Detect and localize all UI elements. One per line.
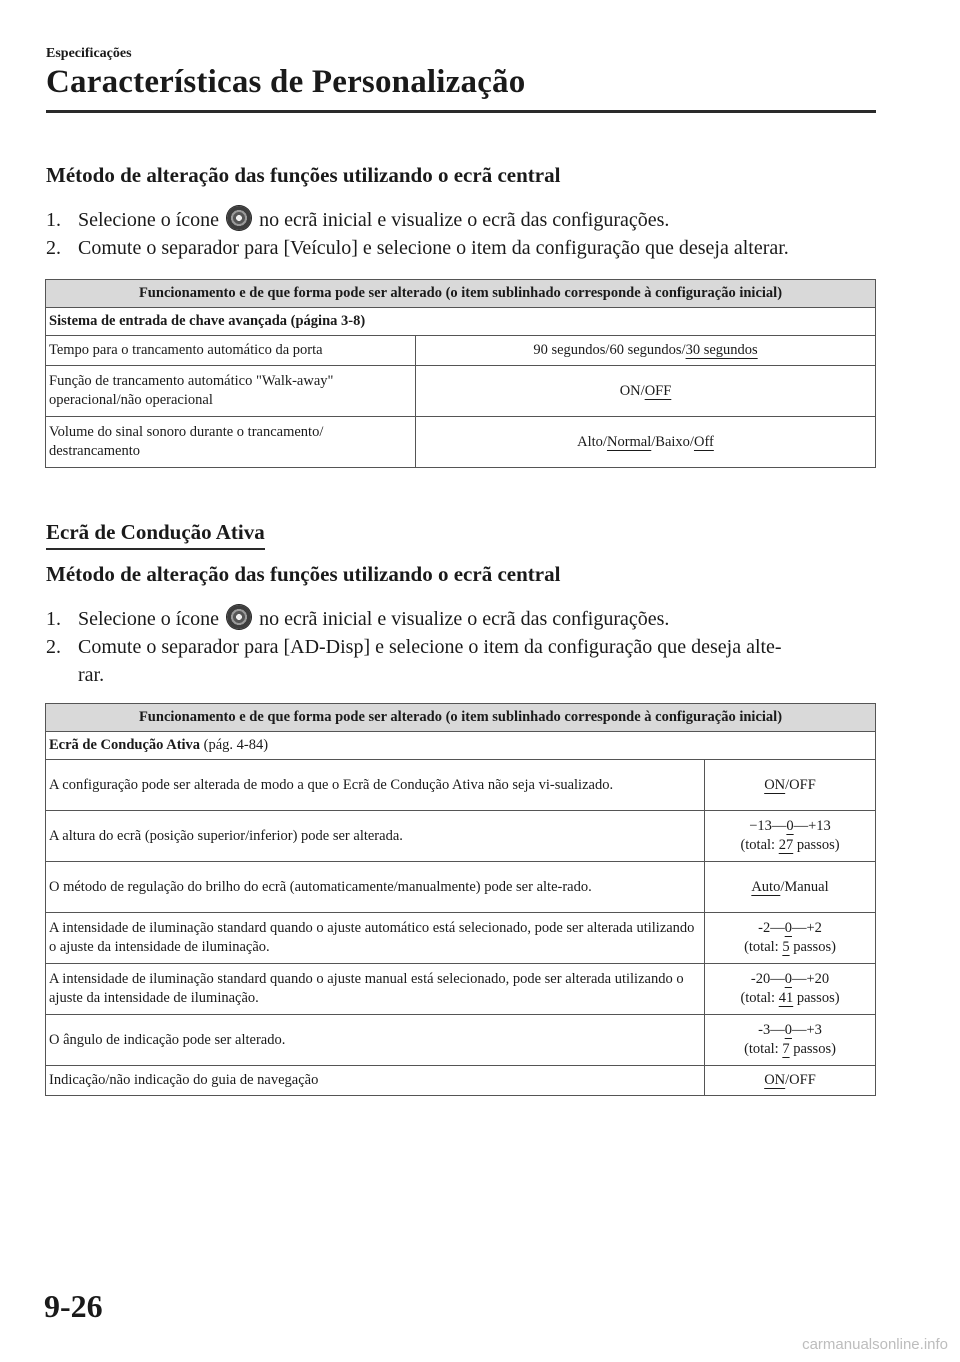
row-value: ON/OFF	[416, 366, 876, 417]
row-item: A intensidade de iluminação standard quando o ajuste automático está selecionado, pode ser alterada utilizando o ajuste da intensidade de iluminação.	[46, 913, 705, 964]
row-value: ON/OFF	[705, 1066, 876, 1096]
method-heading-2: Método de alteração das funções utilizando o ecrã central	[46, 562, 561, 586]
step-text: no ecrã inicial e visualize o ecrã das configurações.	[259, 209, 670, 231]
title-divider	[46, 110, 876, 113]
settings-gear-icon	[227, 605, 251, 629]
section-label: Especificações	[46, 46, 132, 61]
table-row	[46, 417, 876, 468]
method-heading-1: Método de alteração das funções utilizando o ecrã central	[46, 163, 561, 187]
step-number: 2.	[46, 636, 61, 658]
row-value: Alto/Normal/Baixo/Off	[416, 417, 876, 468]
step-1-block2	[46, 605, 876, 633]
table-subheader: Sistema de entrada de chave avançada (página 3-8)	[46, 308, 876, 336]
section-heading: Ecrã de Condução Ativa	[46, 520, 265, 550]
table-row	[46, 811, 876, 862]
row-value: −13—0—+13 (total: 27 passos)	[705, 811, 876, 862]
row-item: A altura do ecrã (posição superior/inferior) pode ser alterada.	[46, 811, 705, 862]
step-1-block1	[46, 206, 876, 234]
settings-gear-icon	[227, 206, 251, 230]
table-row	[46, 760, 876, 811]
row-value: ON/OFF	[705, 760, 876, 811]
step-text: Comute o separador para [AD-Disp] e selecione o item da configuração que deseja alte-	[78, 636, 782, 658]
step-text: rar.	[78, 664, 105, 686]
page-number: 9-26	[44, 1288, 103, 1324]
table-header: Funcionamento e de que forma pode ser alterado (o item sublinhado corresponde à configuração inicial)	[46, 704, 876, 732]
step-2-block2	[46, 633, 876, 689]
row-item: O método de regulação do brilho do ecrã (automaticamente/manualmente) pode ser alte-rado.	[46, 862, 705, 913]
settings-table-2	[45, 703, 876, 1096]
step-text: no ecrã inicial e visualize o ecrã das configurações.	[259, 608, 670, 630]
table-header: Funcionamento e de que forma pode ser alterado (o item sublinhado corresponde à configuração inicial)	[46, 280, 876, 308]
table-row	[46, 964, 876, 1015]
step-text: Comute o separador para [Veículo] e selecione o item da configuração que deseja alterar.	[78, 237, 789, 259]
row-value: Auto/Manual	[705, 862, 876, 913]
watermark: carmanualsonline.info	[802, 1336, 948, 1353]
row-item: Tempo para o trancamento automático da porta	[46, 336, 416, 366]
step-number: 1.	[46, 209, 61, 231]
table-row	[46, 336, 876, 366]
step-2-block1	[46, 234, 876, 262]
row-value: -20—0—+20 (total: 41 passos)	[705, 964, 876, 1015]
table-subheader: Ecrã de Condução Ativa (pág. 4-84)	[46, 732, 876, 760]
step-text: Selecione o ícone	[78, 608, 220, 630]
row-item: O ângulo de indicação pode ser alterado.	[46, 1015, 705, 1066]
row-item: A intensidade de iluminação standard quando o ajuste manual está selecionado, pode ser alterada utilizando o ajuste da intensidade de iluminação.	[46, 964, 705, 1015]
row-value: -3—0—+3 (total: 7 passos)	[705, 1015, 876, 1066]
row-value: 90 segundos/60 segundos/30 segundos	[416, 336, 876, 366]
row-value: -2—0—+2 (total: 5 passos)	[705, 913, 876, 964]
page-title: Características de Personalização	[46, 64, 526, 100]
step-number: 1.	[46, 608, 61, 630]
settings-table-1	[45, 279, 876, 468]
table-row	[46, 1066, 876, 1096]
step-text: Selecione o ícone	[78, 209, 220, 231]
table-row	[46, 913, 876, 964]
table-row	[46, 366, 876, 417]
table-row	[46, 862, 876, 913]
row-item: A configuração pode ser alterada de modo a que o Ecrã de Condução Ativa não seja vi-sualizado.	[46, 760, 705, 811]
table-row	[46, 1015, 876, 1066]
row-item: Volume do sinal sonoro durante o trancamento/ destrancamento	[46, 417, 416, 468]
row-item: Indicação/não indicação do guia de navegação	[46, 1066, 705, 1096]
row-item: Função de trancamento automático "Walk-away" operacional/não operacional	[46, 366, 416, 417]
step-number: 2.	[46, 237, 61, 259]
